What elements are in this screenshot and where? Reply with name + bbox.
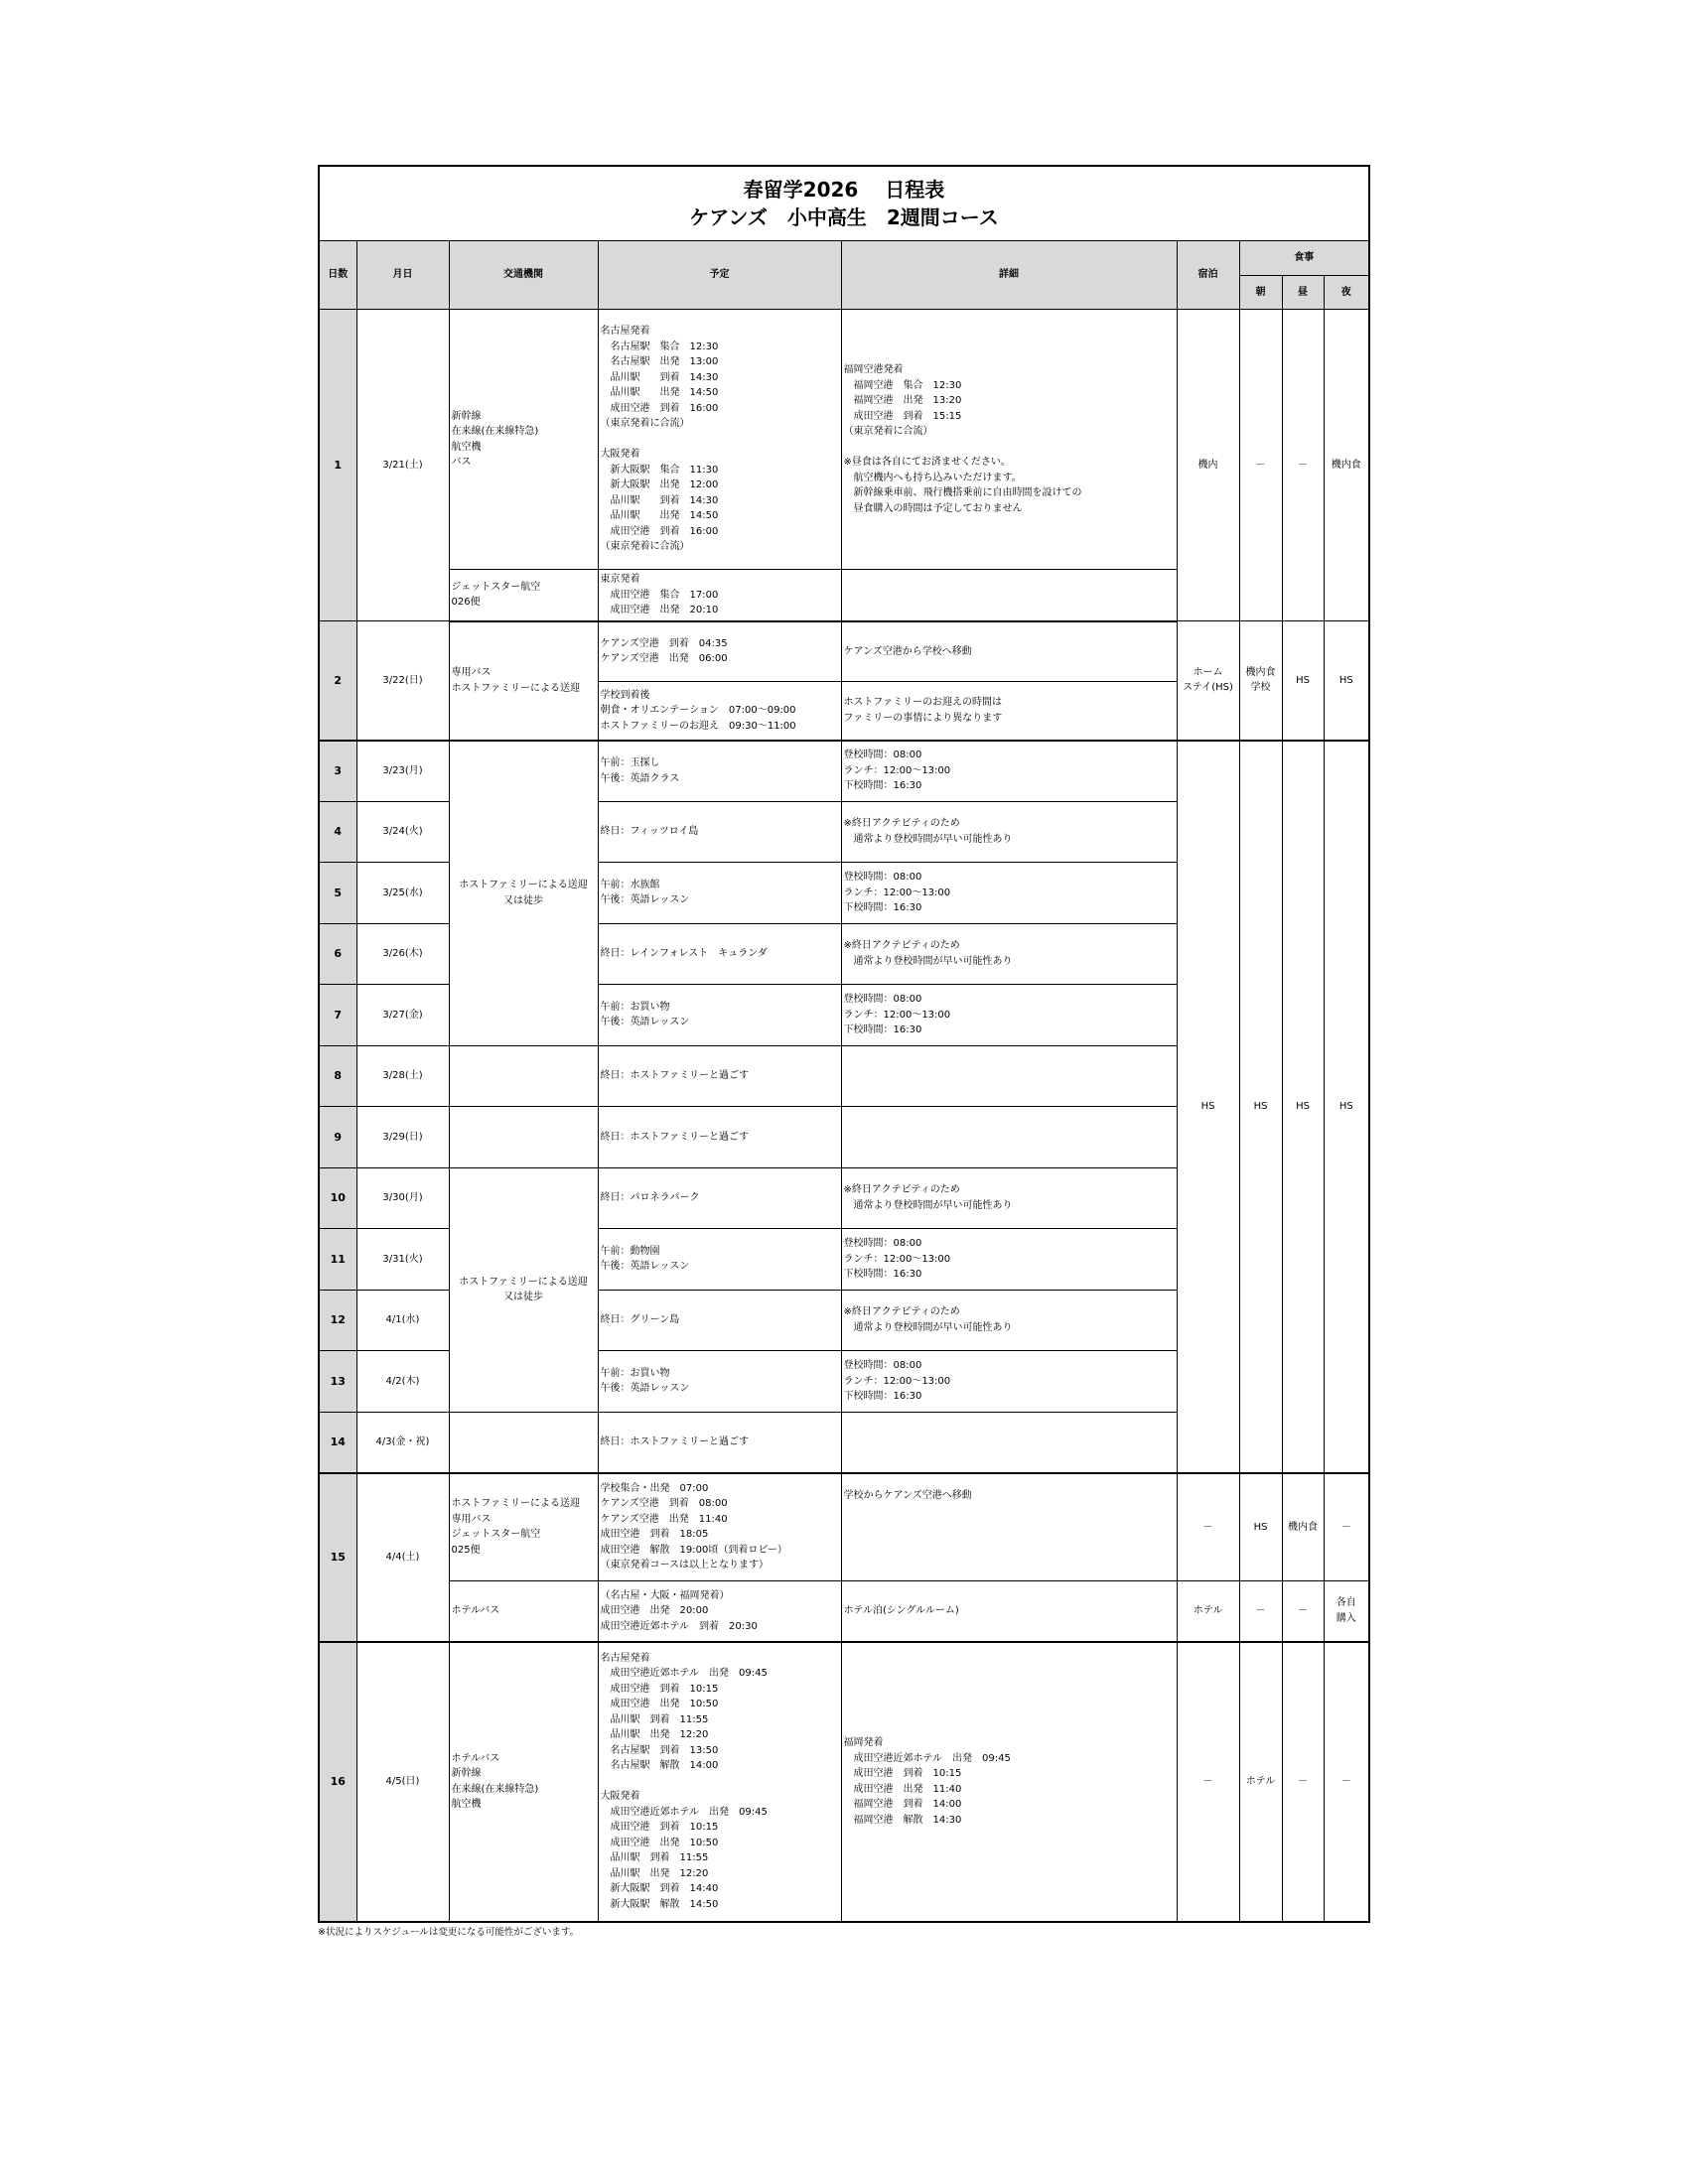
day-number: 12 [319,1290,356,1351]
day-number: 13 [319,1351,356,1413]
breakfast-cell: 機内食 学校 [1239,621,1282,741]
detail-cell: 登校時間：08:00 ランチ：12:00～13:00 下校時間：16:30 [841,985,1177,1046]
transport-cell [449,1107,598,1168]
plan-cell: 名古屋発着 名古屋駅 集合 12:30 名古屋駅 出発 13:00 品川駅 到着 14:30 品川駅 出発 14:50 成田空港 到着 16:00 （東京発着に合流） 大阪発着 新大阪駅 集合 11:30 新大阪駅 出発 12:00 品川駅 到着 14:30 品川駅 出発 14:50 成田空港 到着 16:00 （東京発着に合流） [598,310,841,570]
header-transport: 交通機関 [449,241,598,310]
stay-cell: － [1177,1473,1239,1581]
day-number: 10 [319,1167,356,1229]
detail-cell: ホストファミリーのお迎えの時間は ファミリーの事情により異なります [841,682,1177,741]
plan-cell: 午前：水族館 午後：英語レッスン [598,863,841,924]
transport-cell: ホストファミリーによる送迎 又は徒歩 [449,741,598,1046]
transport-cell: ジェットスター航空 026便 [449,570,598,621]
detail-cell: 福岡空港発着 福岡空港 集合 12:30 福岡空港 出発 13:20 成田空港 到着 15:15 （東京発着に合流） ※昼食は各自にてお済ませください。 航空機内へも持ち込みいただけます。 新幹線乗車前、飛行機搭乗前に自由時間を設けての 昼食購入の時間は予定しておりません [841,310,1177,570]
plan-cell: 学校到着後 朝食・オリエンテーション 07:00～09:00 ホストファミリーのお迎え 09:30～11:00 [598,682,841,741]
transport-cell [449,1045,598,1107]
detail-cell: ※終日アクテビティのため 通常より登校時間が早い可能性あり [841,1167,1177,1229]
plan-cell: 学校集合・出発 07:00 ケアンズ空港 到着 08:00 ケアンズ空港 出発 11:40 成田空港 到着 18:05 成田空港 解散 19:00頃（到着ロビー） （東京発着コースは以上となります） [598,1473,841,1581]
plan-cell: 午前：お買い物 午後：英語レッスン [598,1351,841,1413]
lunch-cell: － [1282,310,1324,621]
detail-cell: 学校からケアンズ空港へ移動 [841,1473,1177,1581]
day-number: 16 [319,1642,356,1922]
transport-cell: ホストファミリーによる送迎 又は徒歩 [449,1167,598,1412]
table-row [319,621,1369,682]
detail-cell: ※終日アクテビティのため 通常より登校時間が早い可能性あり [841,923,1177,985]
plan-cell: 午前：動物園 午後：英語レッスン [598,1229,841,1291]
day-number: 8 [319,1045,356,1107]
detail-cell: 登校時間：08:00 ランチ：12:00～13:00 下校時間：16:30 [841,1229,1177,1291]
dinner-cell: 各自 購入 [1324,1581,1369,1642]
day-number: 5 [319,863,356,924]
stay-cell: ホテル [1177,1581,1239,1642]
lunch-cell: － [1282,1581,1324,1642]
date-cell: 3/25(水) [356,863,449,924]
lunch-cell: HS [1282,621,1324,741]
plan-cell: 午前：お買い物 午後：英語レッスン [598,985,841,1046]
detail-cell [841,570,1177,621]
lunch-cell: HS [1282,741,1324,1473]
day-number: 7 [319,985,356,1046]
header-detail: 詳細 [841,241,1177,310]
date-cell: 3/30(月) [356,1167,449,1229]
breakfast-cell: ホテル [1239,1642,1282,1922]
detail-cell: ホテル泊(シングルルーム) [841,1581,1177,1642]
day-number: 4 [319,801,356,863]
header-lunch: 昼 [1282,275,1324,310]
table-row [319,741,1369,802]
date-cell: 4/5(日) [356,1642,449,1922]
breakfast-cell: － [1239,1581,1282,1642]
day-number: 15 [319,1473,356,1642]
table-row [319,1473,1369,1581]
day-number: 2 [319,621,356,741]
day-number: 1 [319,310,356,621]
plan-cell: （名古屋・大阪・福岡発着） 成田空港 出発 20:00 成田空港近郊ホテル 到着 20:30 [598,1581,841,1642]
date-cell: 4/2(木) [356,1351,449,1413]
schedule-table [318,165,1370,1923]
plan-cell: 午前：玉探し 午後：英語クラス [598,741,841,802]
stay-cell: 機内 [1177,310,1239,621]
title-line-2: ケアンズ 小中高生 2週間コース [689,205,999,229]
plan-cell: 終日：フィッツロイ島 [598,801,841,863]
plan-cell: 名古屋発着 成田空港近郊ホテル 出発 09:45 成田空港 到着 10:15 成田空港 出発 10:50 品川駅 到着 11:55 品川駅 出発 12:20 名古屋駅 到着 13:50 名古屋駅 解散 14:00 大阪発着 成田空港近郊ホテル 出発 09:45 成田空港 到着 10:15 成田空港 出発 10:50 品川駅 到着 11:55 品川駅 出発 12:20 新大阪駅 到着 14:40 新大阪駅 解散 14:50 [598,1642,841,1922]
detail-cell: 登校時間：08:00 ランチ：12:00～13:00 下校時間：16:30 [841,741,1177,802]
transport-cell: ホテルバス 新幹線 在来線(在来線特急) 航空機 [449,1642,598,1922]
dinner-cell: － [1324,1642,1369,1922]
breakfast-cell: HS [1239,1473,1282,1581]
date-cell: 3/26(木) [356,923,449,985]
day-number: 3 [319,741,356,802]
transport-cell [449,1412,598,1473]
date-cell: 3/23(月) [356,741,449,802]
detail-cell [841,1107,1177,1168]
date-cell: 4/4(土) [356,1473,449,1642]
day-number: 9 [319,1107,356,1168]
date-cell: 4/3(金・祝) [356,1412,449,1473]
date-cell: 3/31(火) [356,1229,449,1291]
detail-cell: 登校時間：08:00 ランチ：12:00～13:00 下校時間：16:30 [841,1351,1177,1413]
plan-cell: ケアンズ空港 到着 04:35 ケアンズ空港 出発 06:00 [598,621,841,682]
breakfast-cell: － [1239,310,1282,621]
table-row [319,310,1369,570]
plan-cell: 終日：レインフォレスト キュランダ [598,923,841,985]
table-row [319,1581,1369,1642]
stay-cell: ホーム ステイ(HS) [1177,621,1239,741]
date-cell: 3/22(日) [356,621,449,741]
schedule-document [318,165,1368,1938]
dinner-cell: HS [1324,741,1369,1473]
detail-cell [841,1412,1177,1473]
day-number: 11 [319,1229,356,1291]
transport-cell: ホストファミリーによる送迎 専用バス ジェットスター航空 025便 [449,1473,598,1581]
dinner-cell: HS [1324,621,1369,741]
plan-cell: 終日：ホストファミリーと過ごす [598,1107,841,1168]
day-number: 14 [319,1412,356,1473]
lunch-cell: 機内食 [1282,1473,1324,1581]
table-row [319,1642,1369,1922]
header-day: 日数 [319,241,356,310]
day-number: 6 [319,923,356,985]
plan-cell: 終日：ホストファミリーと過ごす [598,1045,841,1107]
detail-cell: ケアンズ空港から学校へ移動 [841,621,1177,682]
date-cell: 3/28(土) [356,1045,449,1107]
plan-cell: 東京発着 成田空港 集合 17:00 成田空港 出発 20:10 [598,570,841,621]
detail-cell: ※終日アクテビティのため 通常より登校時間が早い可能性あり [841,801,1177,863]
transport-cell: ホテルバス [449,1581,598,1642]
lunch-cell: － [1282,1642,1324,1922]
breakfast-cell: HS [1239,741,1282,1473]
detail-cell: 福岡発着 成田空港近郊ホテル 出発 09:45 成田空港 到着 10:15 成田空港 出発 11:40 福岡空港 到着 14:00 福岡空港 解散 14:30 [841,1642,1177,1922]
title-line-1: 春留学2026 日程表 [743,178,945,202]
plan-cell: 終日：グリーン島 [598,1290,841,1351]
detail-cell: 登校時間：08:00 ランチ：12:00～13:00 下校時間：16:30 [841,863,1177,924]
transport-cell: 新幹線 在来線(在来線特急) 航空機 バス [449,310,598,570]
header-plan: 予定 [598,241,841,310]
stay-cell: － [1177,1642,1239,1922]
date-cell: 3/21(土) [356,310,449,621]
header-breakfast: 朝 [1239,275,1282,310]
plan-cell: 終日：パロネラパーク [598,1167,841,1229]
date-cell: 4/1(水) [356,1290,449,1351]
header-date: 月日 [356,241,449,310]
header-stay: 宿泊 [1177,241,1239,310]
header-meals: 食事 [1239,241,1369,276]
plan-cell: 終日：ホストファミリーと過ごす [598,1412,841,1473]
footnote: ※状況によりスケジュールは変更になる可能性がございます。 [318,1926,580,1938]
dinner-cell: － [1324,1473,1369,1581]
dinner-cell: 機内食 [1324,310,1369,621]
detail-cell [841,1045,1177,1107]
detail-cell: ※終日アクテビティのため 通常より登校時間が早い可能性あり [841,1290,1177,1351]
page-title [319,166,1369,241]
date-cell: 3/29(日) [356,1107,449,1168]
date-cell: 3/24(火) [356,801,449,863]
transport-cell: 専用バス ホストファミリーによる送迎 [449,621,598,741]
header-dinner: 夜 [1324,275,1369,310]
stay-cell: HS [1177,741,1239,1473]
date-cell: 3/27(金) [356,985,449,1046]
